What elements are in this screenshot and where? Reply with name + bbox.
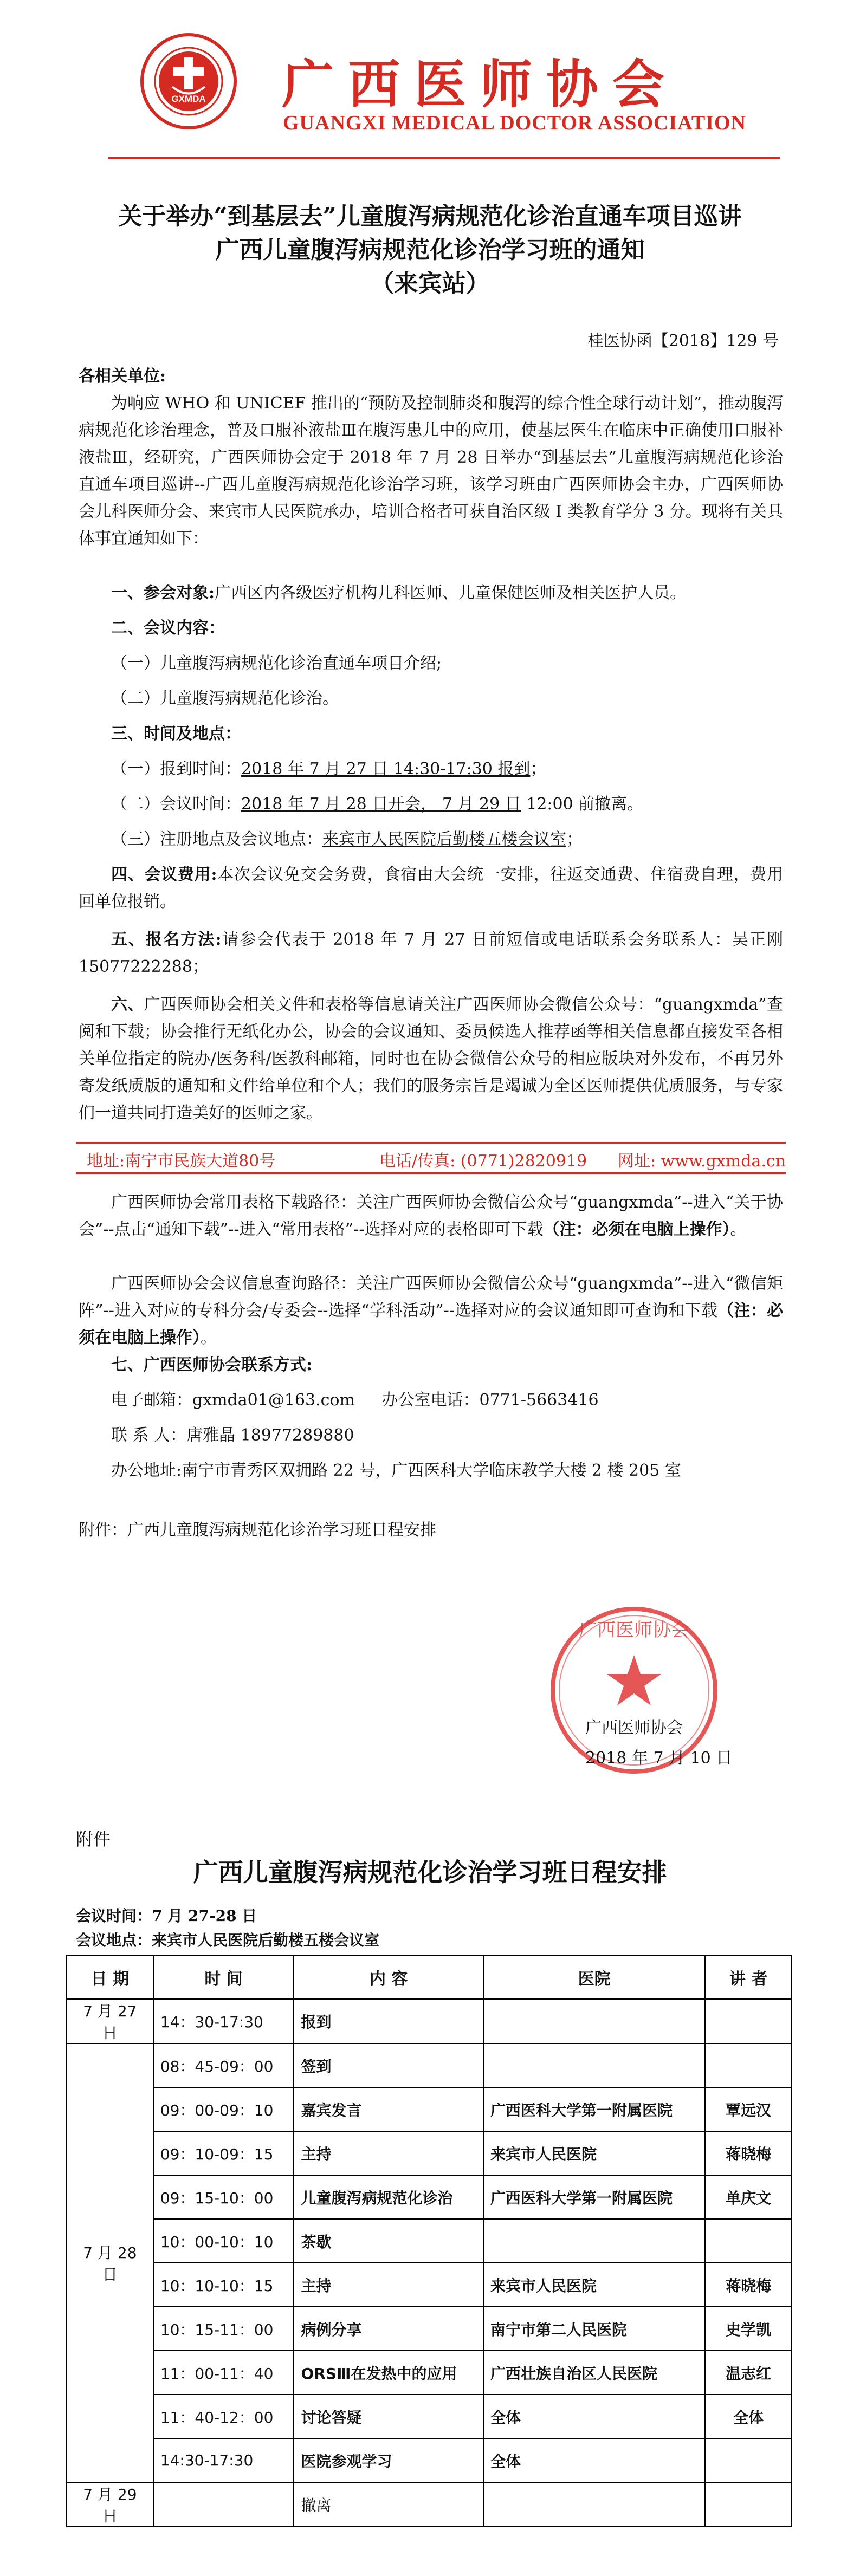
table-row: 10：15-11：00 病例分享 南宁市第二人民医院 史学凯 — [67, 2307, 792, 2351]
table-row: 14:30-17:30 医院参观学习 全体 — [67, 2438, 792, 2482]
attachment-title: 广西儿童腹泻病规范化诊治学习班日程安排 — [193, 1858, 667, 1887]
header-divider — [108, 157, 780, 159]
salutation: 各相关单位: — [79, 367, 166, 386]
address-bar — [76, 1143, 786, 1171]
table-row: 09：15-10：00 儿童腹泻病规范化诊治 广西医科大学第一附属医院 单庆文 — [67, 2175, 792, 2219]
attachment-venue: 会议地点：来宾市人民医院后勤楼五楼会议室 — [76, 1931, 380, 1949]
intro-paragraph: 为响应 WHO 和 UNICEF 推出的“预防及控制肺炎和腹泻的综合性全球行动计划”，推动腹泻病规范化诊治理念，普及口服补液盐Ⅲ在腹泻患儿中的应用，使基层医生在临床中正确使用口服补液盐Ⅲ，经研究，广西医师协会定于 2018 年 7 月 28 日举办“到基层去”儿童腹泻病规范化诊治直通车项目巡讲--广西儿童腹泻病规范化诊治学习班，该学习班由广西医师协会主办，广西医师协会儿科医师分会、来宾市人民医院承办，培训合格者可获自治区级 I 类教育学分 3 分。现将有关具体事宜通知如下： — [79, 394, 783, 548]
section-content-heading: 二、会议内容： — [111, 619, 225, 638]
content-item-2: （二）儿童腹泻病规范化诊治。 — [111, 689, 339, 708]
table-row: 7 月 29 日 撤离 — [67, 2482, 792, 2527]
title-line-3: （来宾站） — [370, 270, 490, 297]
contact-person: 联 系 人：唐雅晶 18977289880 — [111, 1426, 354, 1445]
table-row: 7 月 28 日 08：45-09：00 签到 — [67, 2043, 792, 2087]
table-row: 10：10-10：15 主持 来宾市人民医院 蒋晓梅 — [67, 2263, 792, 2307]
title-line-1: 关于举办“到基层去”儿童腹泻病规范化诊治直通车项目巡讲 — [118, 203, 742, 230]
doc-number: 桂医协函【2018】129 号 — [587, 332, 779, 351]
section-time-place-heading: 三、时间及地点： — [111, 724, 241, 743]
title-line-2: 广西儿童腹泻病规范化诊治学习班的通知 — [215, 236, 645, 264]
phone-text: 电话/传真: (0771)2820919 — [379, 1152, 587, 1171]
section-participants: 一、参会对象:广西区内各级医疗机构儿科医师、儿童保健医师及相关医护人员。 — [111, 583, 687, 602]
query-path: 广西医师协会会议信息查询路径：关注广西医师协会微信公众号“guangxmda”--进入“微信矩阵”--进入对应的专科分会/专委会--选择“学科活动”--选择对应的会议通知即可查询和下载（注：必须在电脑上操作）。 — [79, 1274, 784, 1347]
seal-date: 2018 年 7 月 10 日 — [585, 1749, 733, 1768]
contact-office-address: 办公地址:南宁市青秀区双拥路 22 号，广西医科大学临床教学大楼 2 楼 205 室 — [111, 1461, 681, 1480]
address-text: 地址:南宁市民族大道80号 — [87, 1152, 276, 1171]
org-name-en: GUANGXI MEDICAL DOCTOR ASSOCIATION — [283, 112, 747, 134]
content-item-1: （一）儿童腹泻病规范化诊治直通车项目介绍; — [111, 654, 442, 673]
attachment-label: 附件 — [76, 1829, 111, 1850]
contact-heading: 七、广西医师协会联系方式: — [111, 1355, 313, 1374]
attachment-date: 会议时间：7 月 27-28 日 — [76, 1907, 257, 1925]
contact-email-phone: 电子邮箱：gxmda01@163.com 办公室电话：0771-5663416 — [111, 1391, 599, 1410]
table-row: 09：10-09：15 主持 来宾市人民医院 蒋晓梅 — [67, 2131, 792, 2175]
download-path: 广西医师协会常用表格下载路径：关注广西医师协会微信公众号“guangxmda”--进入“关于协会”--点击“通知下载”--进入“常用表格”--选择对应的表格即可下载（注：必须在电脑上操作）。 — [79, 1193, 783, 1239]
website-link[interactable]: 网址: www.gxmda.cn — [618, 1152, 786, 1171]
section-heading: 一、参会对象: — [111, 583, 215, 602]
section-registration: 五、报名方法:请参会代表于 2018 年 7 月 27 日前短信或电话联系会务联系人：吴正刚 15077222288； — [79, 930, 783, 976]
meeting-venue: （三）注册地点及会议地点：来宾市人民医院后勤楼五楼会议室； — [111, 830, 583, 849]
table-row: 11：00-11：40 ORSⅢ在发热中的应用 广西壮族自治区人民医院 温志红 — [67, 2351, 792, 2395]
column-header: 讲 者 — [705, 1955, 792, 1999]
column-header: 医院 — [483, 1955, 705, 1999]
table-row: 7 月 27 日 14：30-17:30 报到 — [67, 1999, 792, 2043]
column-header: 时 间 — [153, 1955, 294, 1999]
meeting-time: （二）会议时间：2018 年 7 月 28 日开会， 7 月 29 日 12:00 前撤离。 — [111, 795, 644, 814]
section-wechat-info: 六、广西医师协会相关文件和表格等信息请关注广西医师协会微信公众号：“guangxmda”查阅和下载；协会推行无纸化办公，协会的会议通知、委员候选人推荐函等相关信息都直接发至各相关单位指定的院办/医务科/医教科邮箱，同时也在协会微信公众号的相应版块对外发布，不再另外寄发纸质版的通知和文件给单位和个人；我们的服务宗旨是竭诚为全区医师提供优质服务，与专家们一道共同打造美好的医师之家。 — [79, 995, 783, 1122]
address-bar-bottom-rule — [76, 1172, 786, 1174]
table-row: 11：40-12：00 讨论答疑 全体 全体 — [67, 2395, 792, 2438]
email-link[interactable]: gxmda01@163.com — [192, 1391, 355, 1410]
column-header: 日 期 — [67, 1955, 153, 1999]
association-logo — [140, 33, 237, 130]
svg-text:GXMDA: GXMDA — [171, 94, 206, 104]
seal-signature: 广西医师协会 — [585, 1718, 683, 1737]
table-row: 10：00-10：10 茶歇 — [67, 2219, 792, 2263]
section-fees: 四、会议费用:本次会议免交会务费，食宿由大会统一安排，往返交通费、住宿费自理，费用回单位报销。 — [79, 865, 784, 911]
svg-text:广西医师协会: 广西医师协会 — [579, 1619, 689, 1641]
registration-time: （一）报到时间：2018 年 7 月 27 日 14:30-17:30 报到； — [111, 760, 547, 778]
column-header: 内 容 — [294, 1955, 483, 1999]
org-name-cn: 广西医师协会 — [282, 54, 678, 115]
table-header-row — [67, 1955, 792, 1999]
attachment-note: 附件：广西儿童腹泻病规范化诊治学习班日程安排 — [79, 1521, 436, 1540]
table-row: 09：00-09：10 嘉宾发言 广西医科大学第一附属医院 覃远汉 — [67, 2087, 792, 2131]
schedule-table — [66, 1955, 792, 2527]
